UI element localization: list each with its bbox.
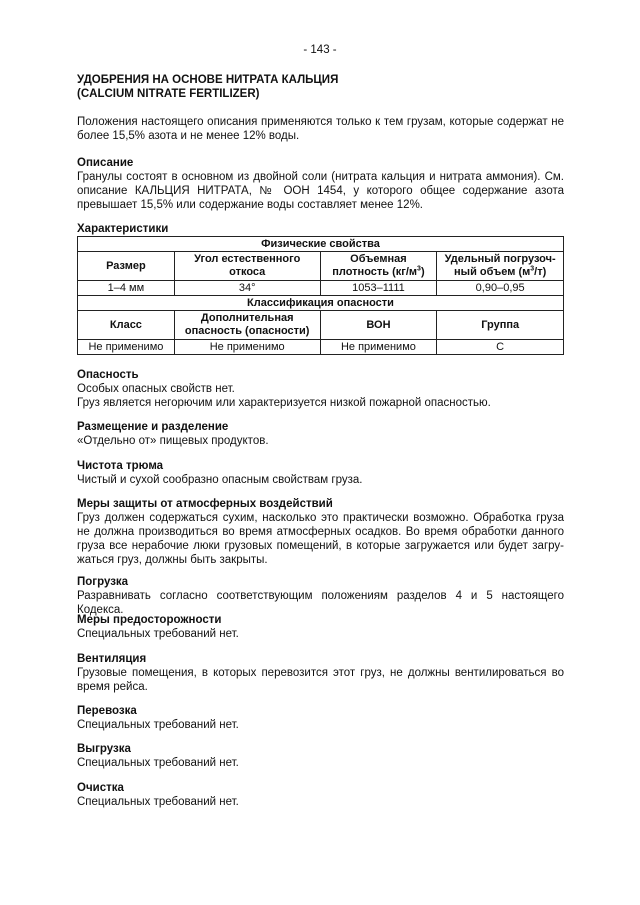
section-heading: Перевозка (77, 705, 137, 717)
discharge-section (77, 742, 564, 770)
characteristics-heading: Характеристики (77, 223, 169, 235)
val-size: 1–4 мм (78, 281, 175, 296)
section-heading: Вентиляция (77, 653, 147, 665)
section-heading: Выгрузка (77, 743, 131, 755)
col-subsidiary: Дополнительная опасность (опасности) (174, 311, 320, 340)
val-density: 1053–1111 (320, 281, 437, 296)
hazard-classification-header: Классификация опасности (78, 296, 564, 311)
section-heading: Меры предосторожности (77, 614, 222, 626)
section-line: Специальных требований нет. (77, 796, 239, 808)
col-stowage-end: /т) (534, 266, 547, 278)
precautions-section (77, 613, 564, 641)
document-title (77, 73, 564, 101)
section-line: Специальных требований нет. (77, 757, 239, 769)
stowage-segregation-section (77, 420, 564, 448)
section-line: Чистый и сухой сообразно опасным свойствам груза. (77, 474, 363, 486)
col-size: Размер (78, 252, 175, 281)
section-heading: Размещение и разделение (77, 421, 229, 433)
val-angle: 34° (174, 281, 320, 296)
col-density-text: Объемная плотность (кг/м (332, 253, 418, 278)
col-class: Класс (78, 311, 175, 340)
val-mhb: Не применимо (320, 340, 437, 355)
weather-precautions-section (77, 497, 564, 567)
val-class: Не применимо (78, 340, 175, 355)
section-line: Особых опасных свойств нет. (77, 383, 235, 395)
section-heading: Опасность (77, 369, 139, 381)
ventilation-section (77, 652, 564, 694)
col-stowage (437, 252, 564, 281)
section-line: «Отдельно от» пищевых продуктов. (77, 435, 269, 447)
section-heading: Меры защиты от атмосферных воздействий (77, 498, 333, 510)
description-section (77, 156, 564, 212)
section-heading: Очистка (77, 782, 124, 794)
col-angle: Угол естественного откоса (174, 252, 320, 281)
loading-section (77, 575, 564, 617)
description-heading: Описание (77, 157, 134, 169)
section-line: Грузовые помещения, в которых перевозится этот груз, не должны вентилироваться во время рейса. (77, 667, 564, 693)
col-stowage-text: Удельный погрузоч-ный объем (м (444, 253, 556, 278)
col-stowage-sup: 3 (530, 265, 535, 273)
hold-cleanliness-section (77, 459, 564, 487)
val-stowage: 0,90–0,95 (437, 281, 564, 296)
clean-up-section (77, 781, 564, 809)
section-line: Разравнивать согласно соответствующим положениям разделов 4 и 5 настоящего Кодекса. (77, 590, 564, 616)
carriage-section (77, 704, 564, 732)
page-number: - 143 - (303, 44, 337, 56)
description-text: Гранулы состоят в основном из двойной соли (нитрата кальция и нитрата аммония). См. описание КАЛЬЦИЯ НИТРАТА, № ООН 1454, у которого общее содержание азота превышает 15,5% или содержание воды составляет менее 12%. (77, 171, 564, 211)
section-line: Специальных требований нет. (77, 719, 239, 731)
col-group: Группа (437, 311, 564, 340)
title-russian: УДОБРЕНИЯ НА ОСНОВЕ НИТРАТА КАЛЬЦИЯ (77, 74, 339, 86)
val-group: С (437, 340, 564, 355)
hazard-section (77, 368, 564, 410)
characteristics-table (77, 236, 564, 355)
col-mhb: ВОН (320, 311, 437, 340)
section-line: Специальных требований нет. (77, 628, 239, 640)
section-heading: Погрузка (77, 576, 129, 588)
section-line: Груз должен содержаться сухим, насколько это практически возможно. Обработка груза не должна производиться во время атмосферных осадков. Во время обработки данного груза все нерабочие люки грузовых помещений, в которые загружается или будет загру-жаться груз, должны быть закрыты. (77, 512, 564, 566)
section-heading: Чистота трюма (77, 460, 164, 472)
val-subsidiary: Не применимо (174, 340, 320, 355)
physical-properties-header: Физические свойства (78, 237, 564, 252)
col-density-end: ) (420, 266, 425, 278)
col-density (320, 252, 437, 281)
title-english: (CALCIUM NITRATE FERTILIZER) (77, 88, 260, 100)
intro-paragraph: Положения настоящего описания применяются только к тем грузам, которые содержат не более 15,5% азота и не менее 12% воды. (77, 116, 564, 142)
characteristics-heading-block (77, 222, 564, 236)
col-density-sup: 3 (417, 265, 421, 273)
section-line: Груз является негорючим или характеризуется низкой пожарной опасностью. (77, 397, 491, 409)
